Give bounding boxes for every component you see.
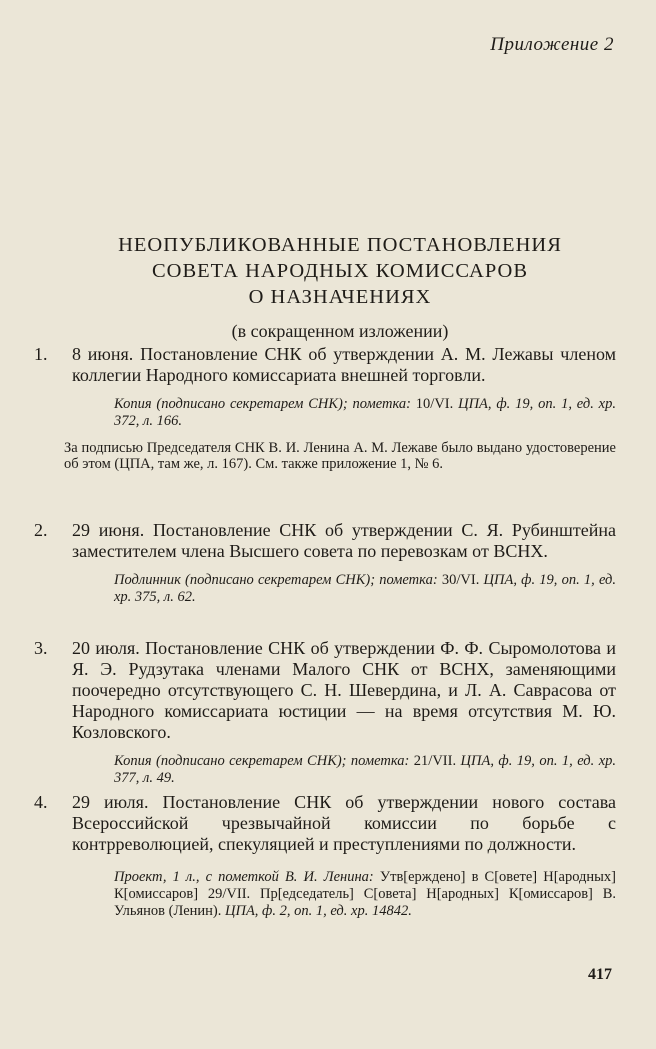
subtitle: (в сокращенном изложении) [231,321,449,341]
source-suffix: ЦПА, ф. 19, оп. 1, ед. хр. 372, л. 166. [114,396,616,429]
entry-text: 29 июня. Постановление СНК об утверждении С. Я. Рубинштейна заместителем члена Высшего совета по перевозкам от ВСНХ. [72,520,616,561]
source-prefix: Подлинник (подписано секретарем СНК); пометка: [114,572,438,588]
entry-source [114,869,616,920]
entry-number: 4. [34,792,48,812]
source-suffix: ЦПА, ф. 19, оп. 1, ед. хр. 377, л. 49. [114,753,617,786]
entry-source [114,753,616,787]
entry-text: 20 июля. Постановление СНК об утверждении Ф. Ф. Сыромолотова и Я. Э. Рудзутака членами Малого СНК от ВСНХ, заменяющими поочередно отсутствующего С. Н. Шевердина, и Л. А. Саврасова от Народного комиссариата юстиции — на время отсутствия М. Ю. Козловского. [72,638,616,742]
source-mark: 30/VI. [441,572,480,588]
entry-3 [34,638,616,787]
source-mark: 10/VI. [415,396,454,412]
entry-note: За подписью Председателя СНК В. И. Ленина А. М. Лежаве было выдано удостоверение об этом (ЦПА, там же, л. 167). См. также приложение 1, № 6. [64,440,616,472]
entry-source [114,396,616,430]
entry-4 [34,792,616,920]
entry-1 [34,344,616,472]
entry-number: 3. [34,638,48,658]
entry-number: 1. [34,344,48,364]
source-prefix: Копия (подписано секретарем СНК); пометка: [114,753,410,769]
source-mark: Утв[ерждено] в С[овете] Н[ародных] К[омиссаров] 29/VII. Пр[едседатель] С[овета] Н[ародных] К[омиссаров] В. Ульянов (Ленин). [114,869,616,919]
title-line-3: О НАЗНАЧЕНИЯХ [248,286,432,308]
page-number: 417 [588,966,612,983]
source-mark: 21/VII. [413,753,457,769]
entry-text: 29 июля. Постановление СНК об утверждении нового состава Всероссийской чрезвычайной комиссии по борьбе с контрреволюцией, спекуляцией и преступлениями по должности. [72,792,616,854]
source-prefix: Копия (подписано секретарем СНК); пометка: [114,396,411,412]
source-suffix: ЦПА, ф. 2, оп. 1, ед. хр. 14842. [225,903,412,919]
entry-number: 2. [34,520,48,540]
entry-source [114,572,616,606]
source-prefix: Проект, 1 л., с пометкой В. И. Ленина: [114,869,374,885]
appendix-header: Приложение 2 [490,34,614,55]
source-suffix: ЦПА, ф. 19, оп. 1, ед. хр. 375, л. 62. [114,572,617,605]
title-line-2: СОВЕТА НАРОДНЫХ КОМИССАРОВ [151,260,528,282]
title-block [60,232,620,344]
entry-2 [34,520,616,606]
title-line-1: НЕОПУБЛИКОВАННЫЕ ПОСТАНОВЛЕНИЯ [118,234,562,256]
entry-text: 8 июня. Постановление СНК об утверждении А. М. Лежавы членом коллегии Народного комиссариата внешней торговли. [72,344,616,385]
